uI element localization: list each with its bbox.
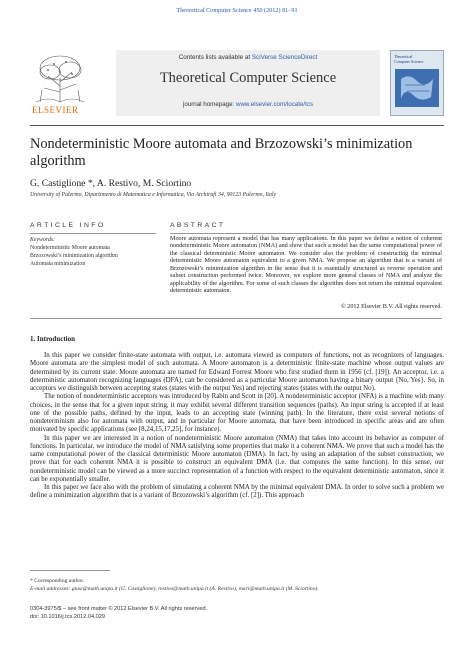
abstract-rule <box>170 233 442 234</box>
homepage-link[interactable]: www.elsevier.com/locate/tcs <box>235 101 314 108</box>
doi-line[interactable]: doi: 10.1016/j.tcs.2012.04.029 <box>30 614 105 620</box>
cover-title <box>394 55 423 64</box>
footnote <box>30 578 444 592</box>
elsevier-wordmark: ELSEVIER <box>32 105 79 115</box>
email-addresses: E-mail addresses: giusi@math.unipa.it (G. Castiglione), restivo@math.unipa.it (A. Restivo), mari@math.unipa.it (M. Sciortino). <box>30 586 319 592</box>
contents-prefix: Contents lists available at <box>178 54 251 61</box>
abstract-text: Moore automata represent a model that has many applications. In this paper we define a notion of coherent nondeterministic Moore automaton (NMA) and show that such a model has the same computational power of the classical deterministic Moore automaton. We consider also the problem of constructing the minimal deterministic Moore automaton equivalent to a given NMA. We propose an algorithm that is a variant of Brzozowski’s minimization algorithm in the sense that it is essentially structured as reverse operation and subset construction performed twice. Moreover, we explore more general classes of NMA and analyze the applicability of the algorithm. For some of such classes the algorithm does not return the minimal equivalent deterministic automaton. <box>170 236 442 295</box>
footnote-marker: * <box>30 578 33 584</box>
keyword-item: Brzozowski’s minimization algorithm <box>30 253 118 259</box>
keyword-item: Nondeterministic Moore automata <box>30 245 110 251</box>
article-info-heading: ARTICLE INFO <box>30 222 106 229</box>
contents-line <box>116 54 380 61</box>
paragraph: In this paper we are interested in a notion of nondeterministic Moore automaton (NMA) that takes into account its behavior as computer of functions. In particular, we introduce the model of NMA satisfying some properties that make it a coherent NMA. We prove that such a model has the same computational power of the classical deterministic Moore automaton (DMA). In fact, by using an adaptation of the subset construction, we prove that for each coherent NMA it is possible to construct an equivalent DMA (i.e. that computes the same function). In this sense, our nondeterministic model can be viewed as a more succinct representation of a function with respect to the equivalent deterministic automaton, since it can be exponentially smaller. <box>30 434 444 483</box>
journal-name: Theoretical Computer Science <box>159 70 337 86</box>
journal-cover-thumbnail <box>390 50 444 116</box>
journal-banner <box>30 50 444 116</box>
corresponding-author-label: Corresponding author. <box>34 578 85 584</box>
paragraph: In this paper we consider finite-state automata with output, i.e. automata viewed as computers of functions, not as recognizers of languages. Moore automata are the simplest model of such automata. A Moore automaton is a deterministic finite-state machine whose output values are determined by its current state. Moore automata are named for Edward Forrest Moore who first studied them in 1956 (cf. [19]). An acceptor, i.e. a deterministic automaton recognizing languages (DFA), can be considered as a particular Moore automaton having a binary output {No, Yes}. So, in acceptors we distinguish between accepting states (states with the output Yes) and rejecting states (states with the output No). <box>30 352 444 392</box>
author-list: G. Castiglione *, A. Restivo, M. Sciortino <box>30 178 192 189</box>
article-title <box>30 136 450 170</box>
footnote-rule <box>30 570 110 571</box>
title-line-2: algorithm <box>30 153 86 169</box>
header-rule <box>30 125 444 126</box>
cover-title-line-1: Theoretical <box>394 54 413 59</box>
introduction-body <box>30 352 444 501</box>
affiliation: University of Palermo, Dipartimento di Matematica e Informatica, Via Archirafi 34, 90123 Palermo, Italy <box>30 192 277 198</box>
running-head: Theoretical Computer Science 450 (2012) 81–91 <box>176 7 298 14</box>
issn-line: 0304-3975/$ – see front matter © 2012 Elsevier B.V. All rights reserved. <box>30 606 208 612</box>
abstract-bottom-rule <box>30 318 442 319</box>
keywords-label: Keywords: <box>30 237 55 243</box>
abstract-copyright: © 2012 Elsevier B.V. All rights reserved. <box>341 304 442 310</box>
homepage-line <box>116 101 380 108</box>
corresponding-author-note <box>30 578 444 584</box>
keyword-item: Automata minimization <box>30 261 86 267</box>
title-line-1: Nondeterministic Moore automata and Brzozowski’s minimization <box>30 136 413 152</box>
cover-title-line-2: Computer Science <box>394 58 424 64</box>
abstract-heading: ABSTRACT <box>170 222 226 229</box>
cover-image <box>395 69 439 107</box>
article-info-rule <box>30 233 156 234</box>
sciencedirect-link[interactable]: SciVerse ScienceDirect <box>251 54 318 61</box>
paragraph: In this paper we face also with the problem of simulating a coherent NMA by the minimal equivalent DMA. In order to solve such a problem we define a minimization algorithm that is a variant of Brzozowski’s algorithm (cf. [2]). This approach <box>30 484 444 500</box>
paragraph: The notion of nondeterministic acceptors was introduced by Rabin and Scott in [20]. A nondeterministic acceptor (NFA) is a machine with many choices, in the sense that for a given input string, it may exhibit several different transition sequences (paths). An input string is accepted if at least one of the possible paths, defined by the input, leads to an accepting state (winning path). In the literature, there exist several notions of nondeterminism also for automata with output, and in particular for Moore automata, that have been introduced in specific areas and are often motivated by specific applications (see [8,24,15,17,25], for instance). <box>30 393 444 434</box>
section-heading-introduction: 1. Introduction <box>30 335 75 343</box>
homepage-prefix: journal homepage: <box>182 101 235 108</box>
